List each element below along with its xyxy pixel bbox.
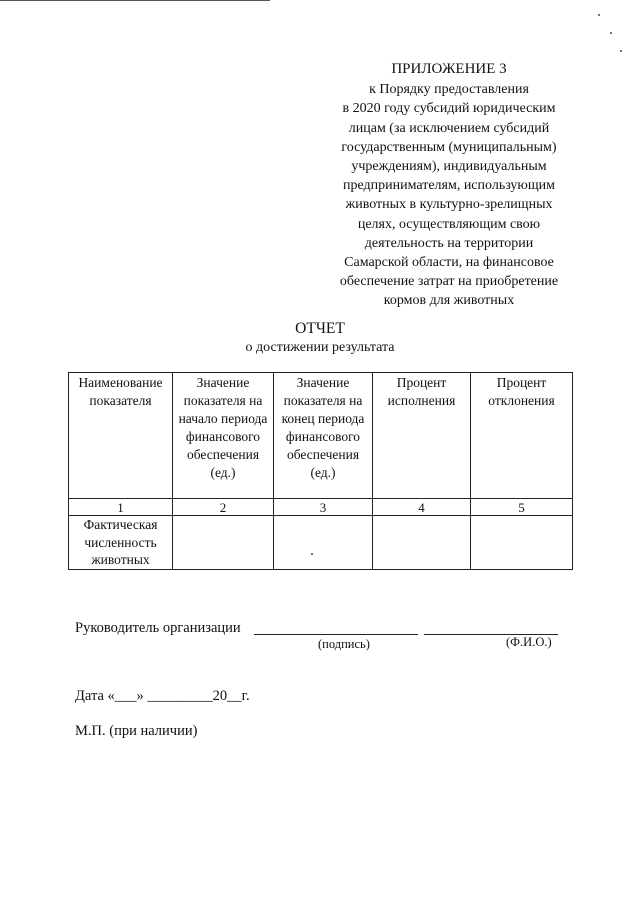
cell-execution-percent[interactable] [373,516,471,570]
scan-speck [620,50,622,52]
appendix-block [318,60,580,311]
appendix-line: учреждениям), индивидуальным [351,159,547,175]
header-deviation-percent: Процент отклонения [471,373,573,499]
column-number: 2 [173,499,274,516]
signature-caption: (подпись) [318,637,370,651]
report-subtitle: о достижении результата [245,340,395,355]
signature-line[interactable] [254,620,418,635]
row-indicator-name: Фактическая численность животных [69,516,173,570]
table-row [69,516,573,570]
cell-start-value[interactable] [173,516,274,570]
name-caption: (Ф.И.О.) [506,635,552,649]
header-indicator-name: Наименование показателя [69,373,173,499]
header-end-value: Значение показателя на конец периода финансового обеспечения (ед.) [274,373,373,499]
appendix-line: деятельность на территории [364,235,534,251]
appendix-line: государственным (муниципальным) [341,139,557,155]
appendix-line: целях, осуществляющим свою [357,216,541,232]
appendix-line: в 2020 году субсидий юридическим [342,101,556,117]
column-number: 4 [373,499,471,516]
appendix-line: лицам (за исключением субсидий [348,120,550,136]
top-rule [0,0,270,1]
signature-label: Руководитель организации [75,620,241,636]
stamp-place: М.П. (при наличии) [75,723,198,739]
header-start-value: Значение показателя на начало периода финансового обеспечения (ед.) [173,373,274,499]
table-number-row [69,499,573,516]
appendix-line: обеспечение затрат на приобретение [339,274,559,290]
column-number: 5 [471,499,573,516]
cell-end-value[interactable] [274,516,373,570]
appendix-line: к Порядку предоставления [369,82,529,98]
name-line[interactable] [424,620,558,635]
appendix-heading: ПРИЛОЖЕНИЕ 3 [391,61,507,77]
report-table [68,372,573,570]
column-number: 3 [274,499,373,516]
column-number: 1 [69,499,173,516]
table-header-row [69,373,573,499]
scan-speck [598,14,600,16]
appendix-line: кормов для животных [383,293,515,309]
appendix-line: Самарской области, на финансовое [344,255,554,271]
cell-deviation-percent[interactable] [471,516,573,570]
report-title: ОТЧЕТ [295,320,345,337]
appendix-line: предпринимателям, использующим [342,178,556,194]
scan-speck [610,32,612,34]
appendix-line: животных в культурно-зрелищных [345,197,553,213]
date-line: Дата «___» _________20__г. [75,688,250,704]
header-execution-percent: Процент исполнения [373,373,471,499]
